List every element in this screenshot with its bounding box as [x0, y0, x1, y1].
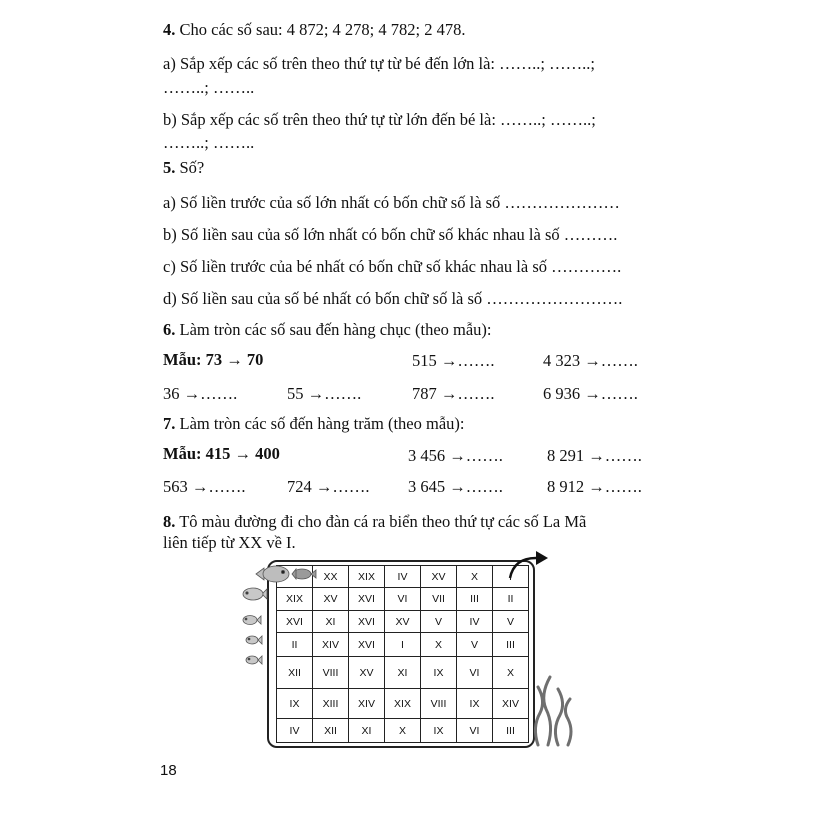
grid-cell[interactable]: IX [421, 657, 457, 689]
grid-cell[interactable]: IX [277, 689, 313, 719]
exit-arrow-icon [506, 548, 550, 580]
seaweed-icon [528, 665, 578, 747]
q4-part-b: b) Sắp xếp các số trên theo thứ tự từ lớn đến bé là: ……..; ……..; [163, 110, 596, 129]
grid-cell[interactable]: X [385, 719, 421, 743]
q7-item: 3 645 →……. [408, 477, 503, 496]
grid-cell[interactable]: X [421, 633, 457, 657]
q5-part-d: d) Số liền sau của số bé nhất có bốn chữ số là số ……………………. [163, 289, 623, 308]
q4-title: 4. Cho các số sau: 4 872; 4 278; 4 782; 2 478. [163, 20, 466, 39]
grid-row [277, 588, 529, 611]
q6-item: 55 →……. [287, 384, 362, 403]
grid-cell[interactable]: I [493, 566, 529, 588]
grid-cell[interactable]: VI [457, 719, 493, 743]
grid-row [277, 611, 529, 633]
grid-cell[interactable]: XIII [313, 689, 349, 719]
grid-cell[interactable]: IV [457, 611, 493, 633]
q8-title: 8. Tô màu đường đi cho đàn cá ra biển theo thứ tự các số La Mã [163, 512, 587, 531]
grid-cell[interactable]: XVI [349, 633, 385, 657]
grid-cell[interactable]: I [385, 633, 421, 657]
grid-row [277, 633, 529, 657]
grid-cell[interactable]: XX [313, 566, 349, 588]
grid-cell[interactable]: V [493, 611, 529, 633]
grid-cell[interactable]: V [421, 611, 457, 633]
grid-cell[interactable]: VIII [313, 657, 349, 689]
grid-cell[interactable]: X [457, 566, 493, 588]
q6-example: Mẫu: 73 → 70 [163, 350, 264, 369]
q6-item: 787 →……. [412, 384, 495, 403]
grid-cell[interactable]: VII [421, 588, 457, 611]
grid-cell[interactable]: XVI [277, 611, 313, 633]
q7-item: 8 912 →……. [547, 477, 642, 496]
fish-icon [243, 653, 263, 667]
q4-part-a-cont: ……..; …….. [163, 78, 255, 97]
grid-cell[interactable]: XIV [493, 689, 529, 719]
grid-cell[interactable]: XII [313, 719, 349, 743]
grid-cell[interactable]: XVI [349, 588, 385, 611]
q5-part-a: a) Số liền trước của số lớn nhất có bốn chữ số là số ………………… [163, 193, 620, 212]
grid-cell[interactable]: V [457, 633, 493, 657]
grid-cell[interactable]: III [493, 719, 529, 743]
fish-icon [240, 585, 268, 603]
grid-cell[interactable]: XII [277, 657, 313, 689]
grid-row [277, 657, 529, 689]
grid-cell[interactable]: XV [313, 588, 349, 611]
grid-cell[interactable]: XV [385, 611, 421, 633]
q7-item: 724 →……. [287, 477, 370, 496]
grid-cell[interactable]: XI [313, 611, 349, 633]
grid-cell[interactable]: XIX [277, 588, 313, 611]
q6-item: 4 323 →……. [543, 351, 638, 370]
fish-group-icon [252, 562, 322, 586]
grid-cell[interactable]: VI [385, 588, 421, 611]
q5-part-b: b) Số liền sau của số lớn nhất có bốn chữ số khác nhau là số ………. [163, 225, 618, 244]
grid-cell[interactable]: VIII [421, 689, 457, 719]
grid-cell[interactable]: IV [277, 719, 313, 743]
grid-cell[interactable]: XI [349, 719, 385, 743]
q8-title-cont: liên tiếp từ XX về I. [163, 533, 296, 552]
grid-cell[interactable]: XV [349, 657, 385, 689]
grid-cell[interactable]: XIV [349, 689, 385, 719]
grid-cell[interactable]: X [493, 657, 529, 689]
q5-title: 5. Số? [163, 158, 205, 177]
fish-icon [240, 613, 262, 627]
q7-example: Mẫu: 415 → 400 [163, 444, 280, 463]
grid-cell[interactable]: XIX [385, 689, 421, 719]
fish-icon [243, 633, 263, 647]
grid-cell[interactable]: IV [385, 566, 421, 588]
q6-title: 6. Làm tròn các số sau đến hàng chục (theo mẫu): [163, 320, 492, 339]
grid-cell[interactable]: XI [385, 657, 421, 689]
grid-cell[interactable]: III [457, 588, 493, 611]
roman-numeral-grid [276, 565, 529, 743]
grid-cell[interactable]: XV [421, 566, 457, 588]
grid-cell[interactable]: XIV [313, 633, 349, 657]
q7-item: 3 456 →……. [408, 446, 503, 465]
q6-item: 6 936 →……. [543, 384, 638, 403]
grid-cell[interactable]: II [493, 588, 529, 611]
grid-cell[interactable]: XIX [349, 566, 385, 588]
q6-item: 515 →……. [412, 351, 495, 370]
grid-cell[interactable]: VI [457, 657, 493, 689]
q4-part-b-cont: ……..; …….. [163, 133, 255, 152]
q4-part-a: a) Sắp xếp các số trên theo thứ tự từ bé đến lớn là: ……..; ……..; [163, 54, 595, 73]
grid-cell[interactable]: II [277, 633, 313, 657]
grid-cell[interactable]: XVI [349, 611, 385, 633]
grid-cell[interactable]: IX [421, 719, 457, 743]
grid-cell[interactable]: III [493, 633, 529, 657]
grid-cell[interactable]: IX [457, 689, 493, 719]
q6-item: 36 →……. [163, 384, 238, 403]
page-number: 18 [160, 762, 177, 779]
grid-row [277, 689, 529, 719]
q7-title: 7. Làm tròn các số đến hàng trăm (theo mẫu): [163, 414, 465, 433]
q7-item: 8 291 →……. [547, 446, 642, 465]
grid-row [277, 719, 529, 743]
q5-part-c: c) Số liền trước của bé nhất có bốn chữ số khác nhau là số …………. [163, 257, 622, 276]
q7-item: 563 →……. [163, 477, 246, 496]
